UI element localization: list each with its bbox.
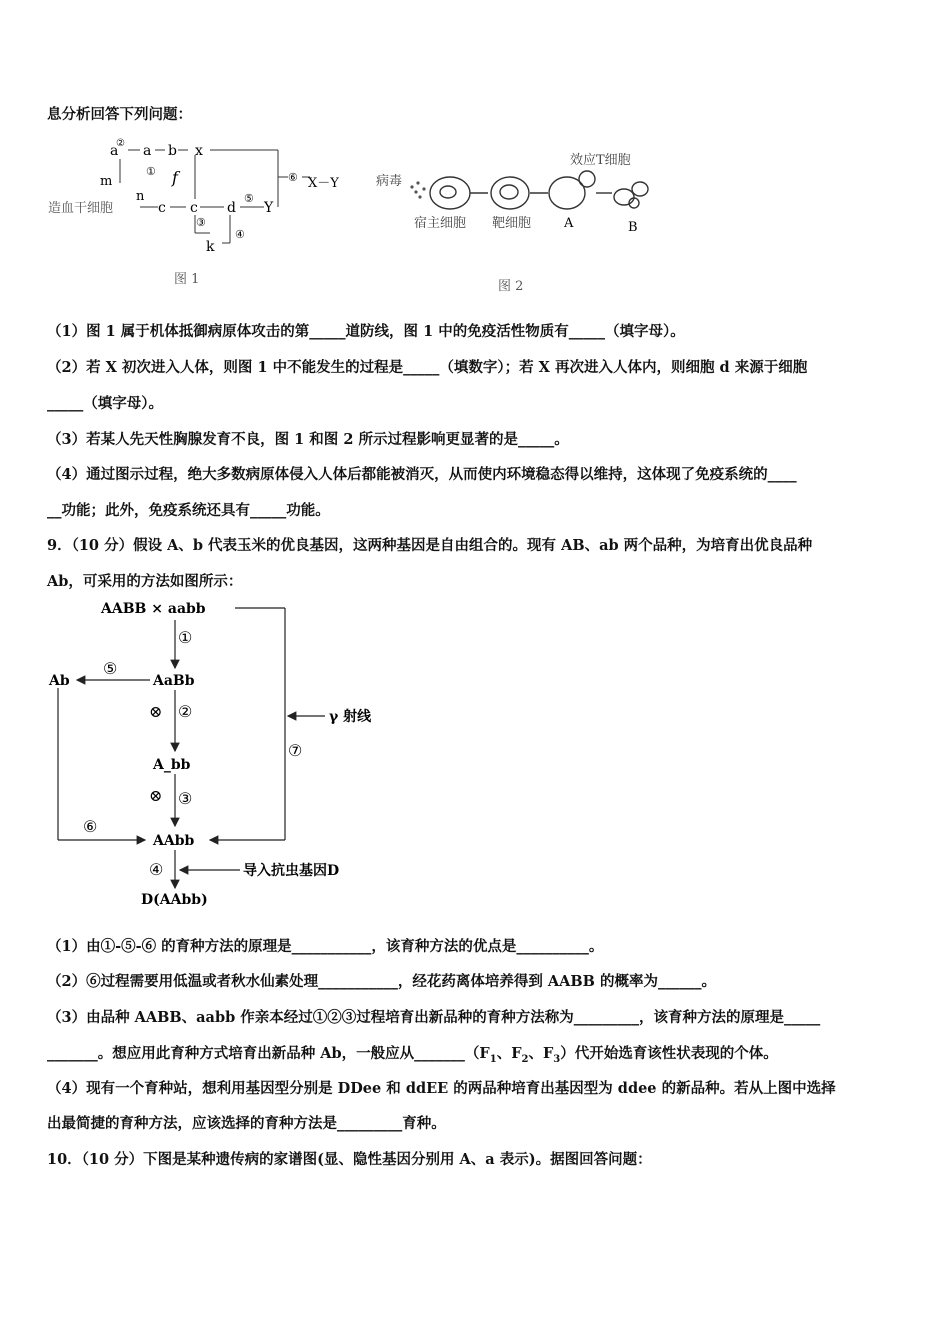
bd-gamma: γ 射线 [329, 709, 372, 725]
fig1-result: X－Y [308, 176, 339, 191]
bd-step-6: ⑥ [83, 817, 98, 836]
fig1-node-k: k [206, 239, 215, 255]
fig1-node-a: a [110, 143, 119, 159]
fig1-node-c2: c [190, 200, 198, 216]
bd-f2: A_bb [153, 757, 191, 773]
fig1-step-1: ① [146, 165, 156, 178]
bd-cross-2: ⊗ [149, 786, 163, 805]
q10-stem: 10．（10 分）下图是某种遗传病的家谱图(显、隐性基因分别用 A、a 表示)。据图回答问题： [47, 1151, 652, 1168]
fig2-b: B [628, 220, 638, 235]
bd-step-3: ③ [178, 789, 193, 808]
q9-line-5: 出最简捷的育种方法，应该选择的育种方法是_________育种。 [47, 1115, 446, 1132]
q9-line-3b [47, 1042, 778, 1065]
bd-gene: 导入抗虫基因D [243, 863, 340, 879]
figure-1 [40, 133, 350, 293]
bd-step-2: ② [178, 702, 193, 721]
fig1-node-d: d [227, 200, 236, 216]
fig1-stem-cell: 造血干细胞 [48, 201, 114, 216]
bd-step-1: ① [178, 628, 193, 647]
q8-line-6: __功能；此外，免疫系统还具有_____功能。 [47, 502, 330, 519]
q9-stem-2: Ab，可采用的方法如图所示： [47, 573, 243, 590]
bd-step-4: ④ [149, 860, 164, 879]
fig1-node-c1: c [158, 200, 166, 216]
fig2-virus: 病毒 [376, 174, 403, 189]
fig1-step-5: ⑤ [244, 192, 254, 205]
q8-line-1: （1）图 1 属于机体抵御病原体攻击的第_____道防线，图 1 中的免疫活性物质有_____（填字母）。 [47, 323, 685, 340]
sub-f2: 2 [521, 1053, 529, 1065]
bd-parents: AABB × aabb [101, 601, 206, 617]
bd-aabb: AAbb [153, 833, 195, 849]
q8-line-2: （2）若 X 初次进入人体，则图 1 中不能发生的过程是_____（填数字）；若 X 再次进入人体内，则细胞 d 来源于细胞 [47, 359, 808, 376]
fig1-caption: 图 1 [174, 272, 200, 287]
fig1-node-a2: a [143, 143, 152, 159]
q9-stem-1: 9．（10 分）假设 A、b 代表玉米的优良基因，这两种基因是自由组合的。现有 AB、ab 两个品种，为培育出优良品种 [47, 537, 813, 554]
q9-line-3b-c: 、F [528, 1045, 554, 1062]
q9-line-2: （2）⑥过程需要用低温或者秋水仙素处理___________，经花药离体培养得到 AABB 的概率为______。 [47, 973, 716, 990]
fig2-a: A [564, 216, 574, 231]
fig1-step-2: ② [116, 138, 125, 149]
q8-line-5: （4）通过图示过程，绝大多数病原体侵入人体后都能被消灭，从而使内环境稳态得以维持，这体现了免疫系统的____ [47, 466, 797, 483]
bd-step-7: ⑦ [288, 741, 303, 760]
bd-ab: Ab [49, 673, 70, 689]
q9-line-3: （3）由品种 AABB、aabb 作亲本经过①②③过程培育出新品种的育种方法称为_________，该育种方法的原理是_____ [47, 1009, 821, 1026]
q9-line-3b-a: _______。想应用此育种方式培育出新品种 Ab，一般应从_______（F [47, 1045, 490, 1062]
fig1-node-m: m [100, 174, 113, 189]
q9-line-4: （4）现有一个育种站，想利用基因型分别是 DDee 和 ddEE 的两品种培育出基因型为 ddee 的新品种。若从上图中选择 [47, 1080, 836, 1097]
bd-step-5: ⑤ [103, 659, 118, 678]
bd-cross-1: ⊗ [149, 702, 163, 721]
fig2-host: 宿主细胞 [414, 216, 467, 231]
fig1-node-y: Y [264, 200, 274, 216]
breeding-diagram [45, 596, 385, 916]
fig1-step-3: ③ [196, 216, 206, 229]
intro-text: 息分析回答下列问题： [47, 106, 192, 123]
bd-final: D(AAbb) [141, 892, 208, 908]
fig1-node-f: f [172, 168, 178, 187]
fig1-step-6: ⑥ [288, 171, 298, 184]
fig2-caption: 图 2 [498, 279, 524, 294]
q9-line-1: （1）由①-⑤-⑥ 的育种方法的原理是___________，该育种方法的优点是__________。 [47, 938, 604, 955]
fig1-node-n: n [136, 189, 145, 204]
sub-f3: 3 [553, 1053, 561, 1065]
sub-f1: 1 [489, 1053, 497, 1065]
fig2-effector: 效应T细胞 [570, 153, 631, 168]
q8-line-3: _____（填字母）。 [47, 395, 163, 412]
fig1-node-x: x [195, 143, 203, 159]
fig2-target: 靶细胞 [492, 216, 532, 231]
fig1-step-4: ④ [235, 228, 245, 241]
q9-line-3b-b: 、F [496, 1045, 522, 1062]
fig1-node-b: b [168, 143, 177, 159]
figure-2 [372, 145, 672, 295]
bd-f1: AaBb [153, 673, 195, 689]
q8-line-4: （3）若某人先天性胸腺发育不良，图 1 和图 2 所示过程影响更显著的是_____。 [47, 431, 569, 448]
q9-line-3b-d: ）代开始选育该性状表现的个体。 [560, 1045, 778, 1062]
